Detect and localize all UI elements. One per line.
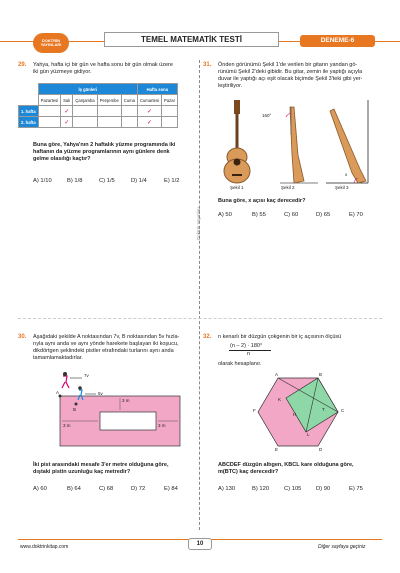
cell: [121, 117, 137, 128]
speed-5v-label: 5v: [98, 391, 103, 396]
q31-text-3: duvar ile yaptığı açı eşit olacak biçimde Şekil 3'teki gibi yer-: [218, 76, 363, 82]
q30-text-3: dikdörtgen şeklindeki pistler etrafındaki turlarını aynı anda: [33, 348, 174, 354]
vertex-c-label: C: [341, 408, 345, 413]
q32-option-a[interactable]: A) 130: [218, 486, 236, 492]
week-label: 2. hafta: [19, 117, 39, 128]
q30-number: 30.: [18, 334, 27, 340]
q30-question-2: dıştaki pistin uzunluğu kaç metredir?: [33, 469, 131, 475]
figure-1-label: Şekil 1: [230, 185, 244, 190]
dist-left-label: 3 m: [63, 423, 71, 428]
q29-number: 29.: [18, 62, 27, 68]
weekday-header: İş günleri: [38, 84, 137, 95]
vertex-h-label: H: [293, 412, 297, 417]
q29-option-c[interactable]: C) 1/5: [99, 178, 115, 184]
dist-top-label: 3 m: [122, 398, 130, 403]
q31-option-e[interactable]: E) 70: [349, 212, 363, 218]
q29-schedule-table: [18, 83, 178, 128]
cell: ✓: [137, 106, 161, 117]
point-a-label: A: [56, 390, 60, 395]
vertex-d-label: D: [319, 447, 323, 452]
q30-option-c[interactable]: C) 68: [99, 486, 114, 492]
day-header: Pazar: [162, 95, 178, 106]
cell: [97, 117, 121, 128]
cell: [162, 106, 178, 117]
figure-3-label: Şekil 3: [335, 185, 349, 190]
q29-option-d[interactable]: D) 1/4: [131, 178, 147, 184]
q32-text-2: olarak hesaplanır.: [218, 361, 262, 367]
q31-option-d[interactable]: D) 65: [316, 212, 331, 218]
cell: [73, 106, 97, 117]
q30-question-1: İki pist arasındaki mesafe 3'er metre olduğuna göre,: [33, 462, 169, 468]
q30-option-d[interactable]: D) 72: [131, 486, 146, 492]
test-title: TEMEL MATEMATİK TESTİ: [104, 32, 279, 47]
formula-numerator: (n – 2) · 180°: [230, 343, 263, 349]
point-b-label: B: [73, 407, 77, 412]
vertex-f-label: F: [253, 408, 256, 413]
cell: [97, 106, 121, 117]
day-header: Pazartesi: [38, 95, 60, 106]
q31-option-c[interactable]: C) 60: [284, 212, 299, 218]
angle-x-label: x: [345, 172, 348, 177]
hexagon-diagram: [250, 374, 360, 452]
guitar-front-figure: [224, 100, 250, 183]
vertex-l-label: L: [307, 432, 310, 437]
q32-question-1: ABCDEF düzgün altıgen, KBCL kare olduğuna göre,: [218, 462, 354, 468]
publisher-logo: DOKTRİN YAYINLARI: [33, 33, 69, 53]
q30-option-e[interactable]: E) 84: [164, 486, 178, 492]
footer-site: www.doktrinkitap.com: [20, 544, 69, 550]
figure-2-label: Şekil 2: [281, 185, 295, 190]
q31-option-b[interactable]: B) 55: [252, 212, 266, 218]
week-label: 1. hafta: [19, 106, 39, 117]
q30-option-a[interactable]: A) 60: [33, 486, 47, 492]
q31-number: 31.: [203, 62, 212, 68]
angle-160-label: 160°: [262, 113, 272, 118]
cell: ✓: [61, 106, 73, 117]
q29-text-2: iki gün yüzmeye gidiyor.: [33, 69, 92, 75]
guitar-figures: [218, 95, 378, 187]
q30-option-b[interactable]: B) 64: [67, 486, 81, 492]
vertex-b-label: B: [319, 372, 323, 377]
q32-text-1: n kenarlı bir düzgün çokgenin bir iç açısının ölçüsü: [218, 334, 342, 340]
side-watermark: Doktrin Yayınları: [196, 207, 201, 240]
day-header: Salı: [61, 95, 73, 106]
cell: [38, 106, 60, 117]
vertex-a-label: A: [275, 372, 279, 377]
q32-option-b[interactable]: B) 120: [252, 486, 270, 492]
q31-text-4: leştiriliyor.: [218, 83, 243, 89]
q30-text-1: Aşağıdaki şekilde A noktasından 7v, B noktasından 5v hızla-: [33, 334, 180, 340]
q31-text-1: Önden görünümü Şekil 1'de verilen bir gitarın yandan gö-: [218, 62, 358, 68]
track-diagram: [30, 368, 190, 448]
q31-option-a[interactable]: A) 50: [218, 212, 232, 218]
q29-question-1: Buna göre, Yahya'nın 2 haftalık yüzme programında iki: [33, 142, 176, 148]
q29-text-1: Yahya, hafta içi bir gün ve hafta sonu bir gün olmak üzere: [33, 62, 173, 68]
weekend-header: Hafta sonu: [137, 84, 177, 95]
q32-question-2: m(BTC) kaç derecedir?: [218, 469, 279, 475]
q32-number: 32.: [203, 334, 212, 340]
cell: [38, 117, 60, 128]
q31-question: Buna göre, x açısı kaç derecedir?: [218, 198, 306, 204]
day-header: Perşembe: [97, 95, 121, 106]
column-divider: [199, 60, 200, 530]
cell: ✓: [61, 117, 73, 128]
day-header: Çarşamba: [73, 95, 97, 106]
guitar-side-figure: [280, 107, 318, 183]
guitar-leaning-figure: [326, 100, 368, 183]
deneme-badge: DENEME-6: [300, 35, 375, 47]
q30-text-2: rıyla aynı anda ve aynı yönde harekete başlayan iki koşucu,: [33, 341, 179, 347]
formula-denominator: n: [247, 351, 251, 357]
q29-question-3: gelme olasılığı kaçtır?: [33, 156, 91, 162]
q29-option-b[interactable]: B) 1/8: [67, 178, 83, 184]
page-number: 10: [188, 538, 212, 550]
day-header: Cuma: [121, 95, 137, 106]
row-divider: [18, 318, 382, 319]
vertex-k-label: K: [278, 397, 282, 402]
cell: [121, 106, 137, 117]
footer-next: Diğer sayfaya geçiniz: [318, 544, 366, 550]
vertex-e-label: E: [275, 447, 279, 452]
q31-text-2: rünümü Şekil 2'deki gibidir. Bu gitar, zemin ile yaptığı açıyla: [218, 69, 363, 75]
speed-7v-label: 7v: [84, 373, 89, 378]
q29-option-e[interactable]: E) 1/2: [164, 178, 180, 184]
q32-option-e[interactable]: E) 75: [349, 486, 363, 492]
cell: [162, 117, 178, 128]
q32-option-d[interactable]: D) 90: [316, 486, 331, 492]
q29-option-a[interactable]: A) 1/10: [33, 178, 52, 184]
dist-right-label: 3 m: [158, 423, 166, 428]
vertex-t-label: T: [322, 407, 325, 412]
day-header: Cumartesi: [137, 95, 161, 106]
q29-question-2: haftanın da yüzme programlarının aynı günlere denk: [33, 149, 170, 155]
q32-option-c[interactable]: C) 105: [284, 486, 302, 492]
q30-text-4: tamamlamaktadırlar.: [33, 355, 83, 361]
cell: [73, 117, 97, 128]
cell: ✓: [137, 117, 161, 128]
